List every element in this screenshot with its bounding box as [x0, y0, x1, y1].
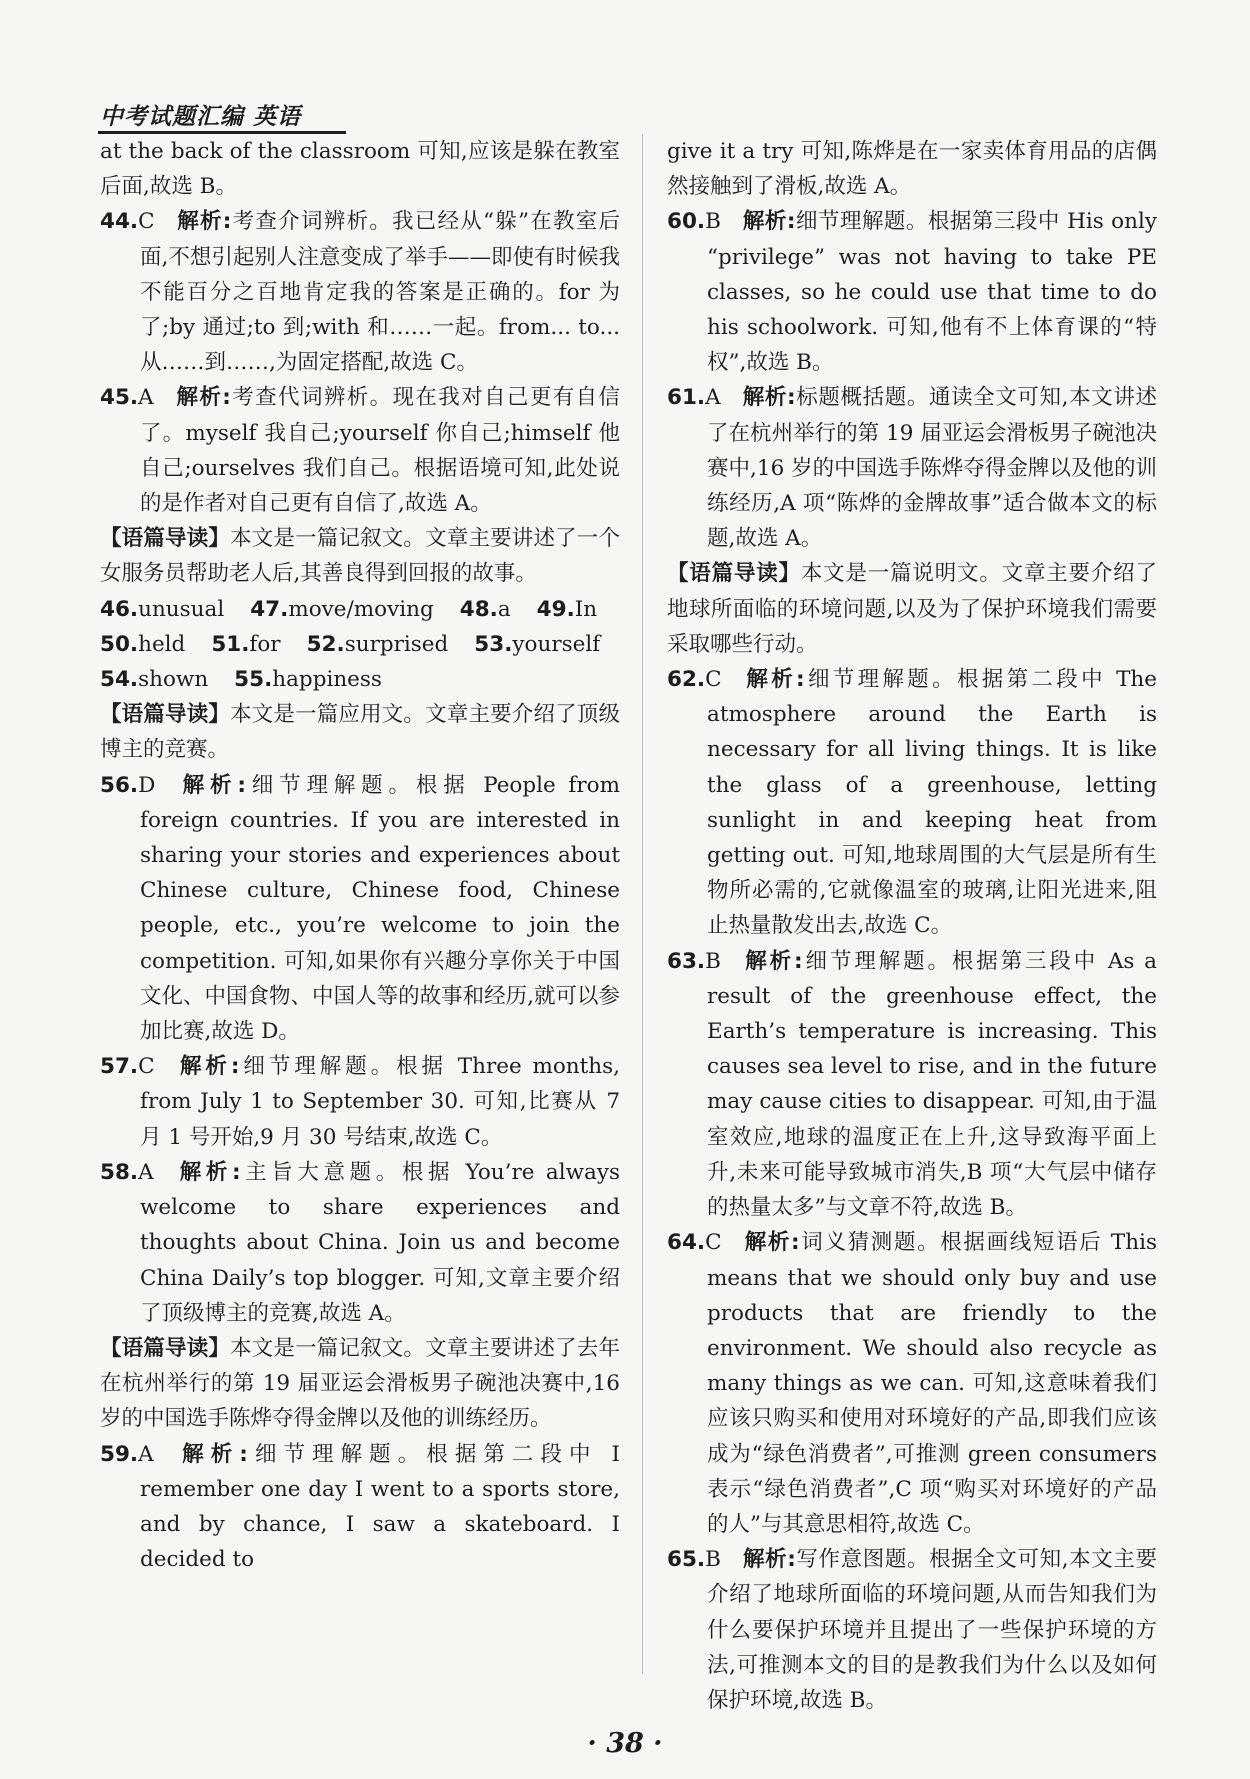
analysis-label: 解析: [743, 1230, 800, 1256]
answer-item [667, 662, 1157, 944]
guide-text: 本文是一篇应用文。文章主要介绍了顶级博主的竞赛。 [100, 702, 620, 763]
question-number: 47. [250, 596, 289, 622]
analysis-label: 解析: [175, 1159, 241, 1185]
right-column [667, 134, 1157, 1718]
guide-text: 本文是一篇记叙文。文章主要讲述了去年在杭州举行的第 19 届亚运会滑板男子碗池决赛中,16 岁的中国选手陈烨夺得金牌以及他的训练经历。 [100, 1335, 620, 1432]
answer-word: move/moving [288, 596, 434, 622]
answer-item [100, 1437, 620, 1578]
answer-word: a [497, 596, 511, 622]
answer-choice: D [138, 772, 177, 798]
question-number: 49. [536, 596, 575, 622]
question-number: 52. [306, 631, 345, 657]
question-number: 64. [667, 1230, 706, 1256]
answer-item [667, 204, 1157, 380]
analysis-text: 考查介词辨析。我已经从“躲”在教室后面,不想引起别人注意变成了举手——即使有时候我不能百分之百地肯定我的答案是正确的。for 为了;by 通过;to 到;with 和……一起。from... to... 从……到……,为固定搭配,故选 C。 [140, 209, 620, 376]
fill-answer [100, 627, 185, 662]
answer-choice: C [705, 1230, 744, 1256]
question-number: 61. [667, 385, 706, 411]
analysis-label: 解析: [175, 385, 231, 411]
answer-item [667, 380, 1157, 556]
analysis-label: 解析: [176, 772, 246, 798]
answer-choice: B [705, 1547, 743, 1573]
answer-word: yourself [512, 631, 601, 657]
question-number: 53. [474, 631, 513, 657]
fill-answer [474, 627, 600, 662]
analysis-label: 解析: [743, 667, 805, 693]
passage-guide [100, 697, 620, 767]
guide-label: 【语篇导读】 [667, 561, 801, 587]
question-number: 46. [100, 596, 139, 622]
analysis-label: 解析: [742, 1547, 796, 1573]
answer-item [100, 768, 620, 1050]
analysis-text: 词义猜测题。根据画线短语后 This means that we should only buy and use products that are friendly to the environment. We should also recycle as many things as we can. 可知,这意味着我们应该只购买和使用对环境好的产品,即我们应该成为“绿色消费者”,可推测 green consumers 表示“绿色消费者”,C 项“购买对环境好的产品的人”与其意思相符,故选 C。 [707, 1230, 1157, 1537]
analysis-label: 解析: [175, 1441, 248, 1467]
question-number: 57. [100, 1054, 139, 1080]
question-number: 60. [667, 209, 706, 235]
passage-guide [100, 521, 620, 591]
fill-answers-row [100, 592, 620, 627]
fill-answer [307, 627, 449, 662]
answer-choice: B [705, 209, 743, 235]
answer-word: happiness [272, 667, 382, 693]
answer-item [100, 204, 620, 380]
analysis-text: 标题概括题。通读全文可知,本文讲述了在杭州举行的第 19 届亚运会滑板男子碗池决赛中,16 岁的中国选手陈烨夺得金牌以及他的训练经历,A 项“陈烨的金牌故事”适合做本文的标题,故选 A。 [707, 385, 1157, 552]
answer-choice: C [138, 1054, 177, 1080]
analysis-label: 解析: [176, 209, 232, 235]
analysis-text: 细节理解题。根据 Three months, from July 1 to September 30. 可知,比赛从 7 月 1 号开始,9 月 30 号结束,故选 C。 [140, 1054, 620, 1150]
answer-word: unusual [138, 596, 225, 622]
answer-choice: A [138, 385, 176, 411]
answer-choice: A [705, 385, 743, 411]
guide-label: 【语篇导读】 [100, 1335, 231, 1361]
passage-guide [100, 1331, 620, 1437]
answer-item [100, 380, 620, 521]
page-header-title: 中考试题汇编 英语 [100, 104, 302, 130]
answer-item [100, 1155, 620, 1331]
guide-label: 【语篇导读】 [100, 702, 231, 728]
question-number: 65. [667, 1547, 706, 1573]
question-number: 62. [667, 667, 706, 693]
analysis-label: 解析: [176, 1054, 240, 1080]
passage-guide [667, 556, 1157, 662]
question-number: 48. [459, 596, 498, 622]
fill-answer [250, 592, 434, 627]
fill-answer [211, 627, 280, 662]
guide-label: 【语篇导读】 [100, 526, 231, 552]
analysis-text: 主旨大意题。根据 You’re always welcome to share experiences and thoughts about China. Join us and become China Daily’s top blogger. 可知,文章主要介绍了顶级博主的竞赛,故选 A。 [140, 1159, 620, 1326]
analysis-text: 考查代词辨析。现在我对自己更有自信了。myself 我自己;yourself 你自己;himself 他自己;ourselves 我们自己。根据语境可知,此处说的是作者对自己更有自信了,故选 A。 [140, 385, 620, 517]
analysis-text: 写作意图题。根据全文可知,本文主要介绍了地球所面临的环境问题,从而告知我们为什么要保护环境并且提出了一些保护环境的方法,可推测本文的目的是教我们为什么以及如何保护环境,故选 B。 [707, 1547, 1157, 1713]
question-number: 56. [100, 772, 139, 798]
analysis-text: 细节理解题。根据 People from foreign countries. If you are interested in sharing your stories and experiences about Chinese culture, Chinese food, Chinese people, etc., you’re welcome to join the competition. 可知,如果你有兴趣分享你关于中国文化、中国食物、中国人等的故事和经历,就可以参加比赛,故选 D。 [140, 772, 620, 1045]
analysis-text: 细节理解题。根据第二段中 The atmosphere around the Earth is necessary for all living things. It is like the glass of a greenhouse, letting sunlight in and keeping heat from getting out. 可知,地球周围的大气层是所有生物所必需的,它就像温室的玻璃,让阳光进来,阻止热量散发出去,故选 C。 [707, 667, 1157, 939]
analysis-label: 解析: [742, 209, 796, 235]
fill-answer [100, 662, 208, 697]
analysis-label: 解析: [742, 385, 796, 411]
guide-text: 本文是一篇说明文。文章主要介绍了地球所面临的环境问题,以及为了保护环境我们需要采取哪些行动。 [667, 561, 1157, 657]
answer-choice: A [138, 1159, 176, 1185]
fill-answers-row [100, 662, 620, 697]
continued-text: at the back of the classroom 可知,应该是躲在教室后面,故选 B。 [100, 139, 620, 200]
answer-word: held [138, 631, 186, 657]
answer-choice: A [138, 1441, 176, 1467]
analysis-label: 解析: [742, 948, 803, 974]
column-divider [642, 134, 643, 1674]
answer-word: In [574, 596, 598, 622]
fill-answer [460, 592, 511, 627]
answer-choice: C [705, 667, 744, 693]
question-number: 63. [667, 948, 706, 974]
answer-choice: B [705, 948, 743, 974]
question-number: 54. [100, 667, 139, 693]
analysis-text: 细节理解题。根据第三段中 As a result of the greenhouse effect, the Earth’s temperature is increasing. This causes sea level to rise, and in the future may cause cities to disappear. 可知,由于温室效应,地球的温度正在上升,这导致海平面上升,未来可能导致城市消失,B 项“大气层中储存的热量太多”与文章不符,故选 B。 [707, 948, 1157, 1221]
answer-word: surprised [344, 631, 449, 657]
question-number: 59. [100, 1441, 139, 1467]
analysis-text: 细节理解题。根据第二段中 I remember one day I went to a sports store, and by chance, I saw a skateboard. I decided to [140, 1441, 620, 1573]
answer-item [667, 1542, 1157, 1718]
question-number: 44. [100, 209, 139, 235]
question-number: 58. [100, 1159, 139, 1185]
left-column [100, 134, 620, 1577]
fill-answer [234, 662, 382, 697]
answer-choice: C [138, 209, 177, 235]
question-number: 45. [100, 385, 139, 411]
answer-item [100, 1049, 620, 1155]
answer-word: shown [138, 667, 209, 693]
question-number: 50. [100, 631, 139, 657]
page-number: · 38 · [587, 1728, 663, 1759]
analysis-text: 细节理解题。根据第三段中 His only “privilege” was not having to take PE classes, so he could use that time to do his schoolwork. 可知,他有不上体育课的“特权”,故选 B。 [707, 209, 1157, 376]
answer-item [667, 944, 1157, 1226]
guide-text: 本文是一篇记叙文。文章主要讲述了一个女服务员帮助老人后,其善良得到回报的故事。 [100, 526, 620, 587]
continued-text: give it a try 可知,陈烨是在一家卖体育用品的店偶然接触到了滑板,故选 A。 [667, 139, 1157, 200]
question-number: 51. [211, 631, 250, 657]
fill-answer [537, 592, 597, 627]
answer-word: for [249, 631, 281, 657]
fill-answer [100, 592, 224, 627]
question-number: 55. [234, 667, 273, 693]
fill-answers-row [100, 627, 620, 662]
answer-item [667, 1225, 1157, 1542]
